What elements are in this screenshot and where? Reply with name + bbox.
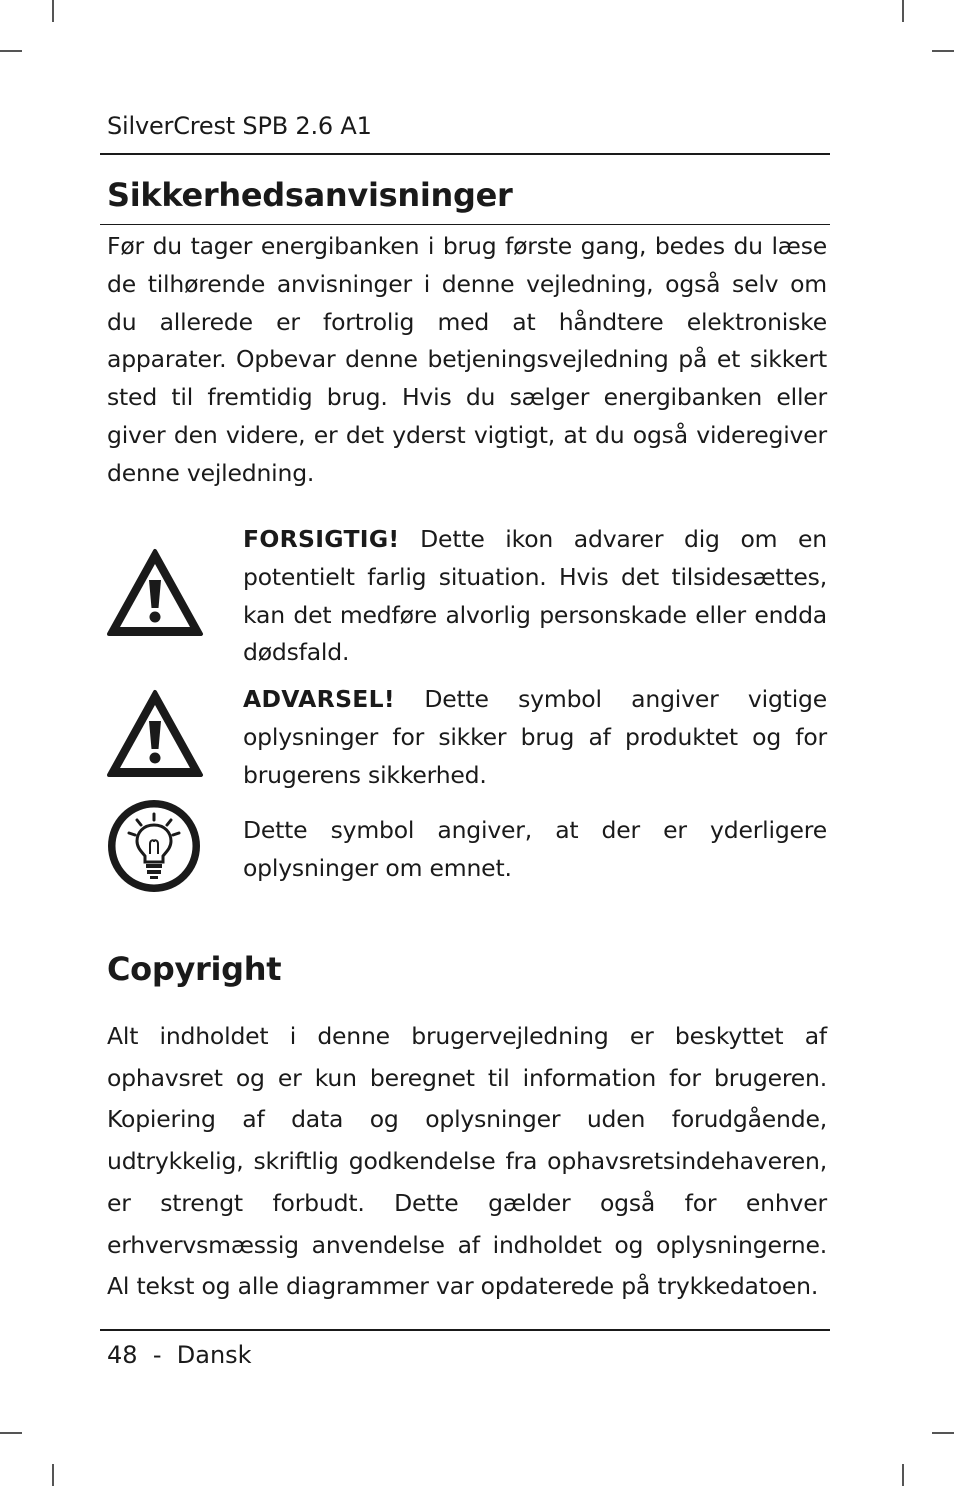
lightbulb-icon (106, 798, 202, 898)
notice-caution-text: Dette ikon advarer dig om en potentielt farlig situation. Hvis det tilsidesættes, kan det medføre alvorlig personskade eller endda dødsfald. (243, 525, 827, 667)
crop-mark (52, 1464, 54, 1486)
safety-intro: Før du tager energibanken i brug første gang, bedes du læse de tilhørende anvisninger i denne vejledning, også selv om du allerede er fortrolig med at håndtere elektroniske apparater. Opbevar denne betjeningsvejledning på et sikkert sted til fremtidig brug. Hvis du sælger energibanken eller giver den videre, er det yderst vigtigt, at du også videregiver denne vejledning. (107, 232, 827, 487)
running-header: SilverCrest SPB 2.6 A1 (107, 112, 372, 140)
notice-info (243, 812, 827, 888)
notice-caution-label: FORSIGTIG! (243, 525, 400, 553)
copyright-title: Copyright (107, 950, 282, 988)
notice-warning-text: Dette symbol angiver vigtige oplysninger for sikker brug af produktet og for brugerens sikkerhed. (243, 685, 827, 789)
page-number: 48 (107, 1341, 138, 1369)
page-footer (107, 1341, 252, 1369)
notice-info-text: Dette symbol angiver, at der er yderligere oplysninger om emnet. (243, 816, 827, 882)
crop-mark (902, 1464, 904, 1486)
header-rule (100, 153, 830, 155)
notice-caution (243, 521, 827, 672)
crop-mark (932, 1432, 954, 1434)
footer-language: Dansk (176, 1341, 252, 1369)
warning-triangle-icon (106, 548, 204, 642)
crop-mark (0, 50, 22, 52)
warning-triangle-icon (106, 689, 204, 783)
footer-separator: - (152, 1341, 162, 1369)
crop-mark (52, 0, 54, 22)
crop-mark (0, 1432, 22, 1434)
notice-warning (243, 681, 827, 794)
crop-mark (932, 50, 954, 52)
notice-warning-label: ADVARSEL! (243, 685, 395, 713)
footer-rule (100, 1329, 830, 1331)
safety-title: Sikkerhedsanvisninger (107, 176, 513, 214)
title-rule (100, 224, 830, 225)
copyright-body: Alt indholdet i denne brugervejledning er beskyttet af ophavsret og er kun beregnet til information for brugeren. Kopiering af data og oplysninger uden forudgående, udtrykkelig, skriftlig godkendelse fra ophavsretsindehaveren, er strengt forbudt. Dette gælder også for enhver erhvervsmæssig anvendelse af indholdet og oplysningerne. Al tekst og alle diagrammer var opdaterede på trykkedatoen. (107, 1022, 827, 1301)
crop-mark (902, 0, 904, 22)
